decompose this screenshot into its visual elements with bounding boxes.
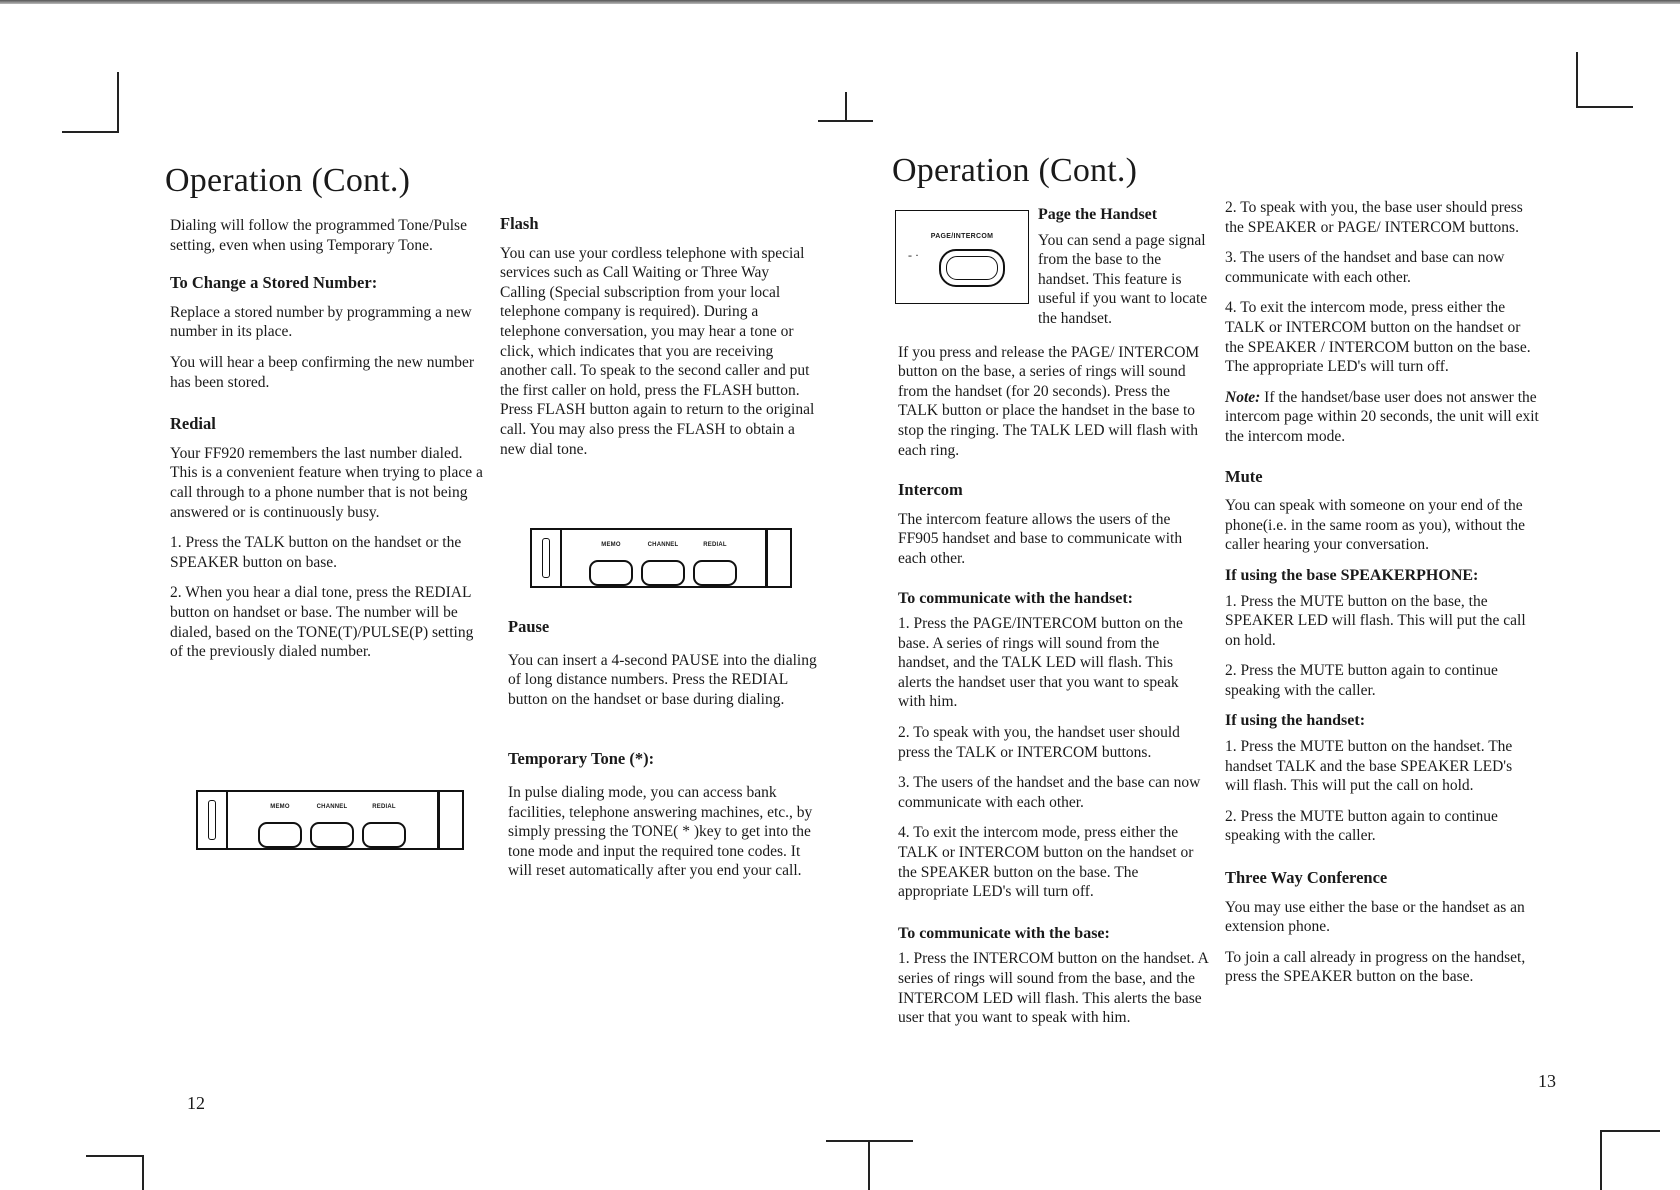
section-heading-redial: Redial	[170, 414, 216, 434]
page-title-right: Operation (Cont.)	[892, 152, 1138, 189]
panel-left-cap	[198, 792, 228, 848]
communicate-handset-step: 2. To speak with you, the handset user should press the TALK or INTERCOM buttons.	[898, 724, 1180, 761]
section-heading-change-stored: To Change a Stored Number:	[170, 273, 378, 293]
crop-mark	[142, 1155, 144, 1190]
flash-text: You can use your cordless telephone with special services such as Call Waiting or Three Way Calling (Special subscription from your local telephone company is required). During a telephone conversation, you may hear a tone or click, which indicates that you are receiving another call. To speak to the second caller and put the first caller on hold, press the FLASH button. Press FLASH button again to return to the original call. You may also press the FLASH to obtain a new dial tone.	[500, 244, 815, 458]
pause-text: You can insert a 4-second PAUSE into the dialing of long distance numbers. Press the REDIAL button on the handset or base during dialing.	[508, 651, 817, 708]
redial-button-drawing	[693, 560, 737, 586]
subheading-base-speakerphone: If using the base SPEAKERPHONE:	[1225, 566, 1479, 584]
section-heading-three-way: Three Way Conference	[1225, 868, 1388, 888]
redial-step: 2. When you hear a dial tone, press the REDIAL button on handset or base. The number will be dialed, based on the TONE(T)/PULSE(P) setting of the previously dialed number.	[170, 584, 474, 661]
right-column-2	[1225, 198, 1540, 998]
memo-label: MEMO	[270, 804, 290, 810]
right-column-1	[898, 205, 1208, 1039]
crop-mark	[1600, 1130, 1660, 1132]
change-stored-text: Replace a stored number by programming a new number in its place.	[170, 303, 472, 341]
left-column-2-lower	[508, 617, 818, 892]
channel-button-drawing	[310, 822, 354, 848]
communicate-handset-step: 4. To exit the intercom mode, press either the TALK or INTERCOM button on the handset or the SPEAKER button on the base. The appropriate LED's will turn off.	[898, 824, 1194, 901]
section-heading-flash: Flash	[500, 214, 539, 233]
redial-text: Your FF920 remembers the last number dialed. This is a convenient feature when trying to place a call through to a phone number that is not being answered or is continuously busy.	[170, 444, 483, 521]
intercom-note	[1225, 388, 1540, 447]
mute-base-step: 1. Press the MUTE button on the base, the SPEAKER LED will flash. This will put the call on hold.	[1225, 592, 1526, 649]
memo-label: MEMO	[601, 542, 621, 548]
section-heading-mute: Mute	[1225, 466, 1263, 486]
page-number-right: 13	[1538, 1071, 1556, 1091]
base-button-panel-illustration	[196, 790, 464, 850]
communicate-handset-step: 1. Press the PAGE/INTERCOM button on the base. A series of rings will sound from the handset, and the TALK LED will flash. This alerts the handset user that you want to speak with him.	[898, 615, 1183, 711]
channel-label: CHANNEL	[316, 804, 348, 810]
crop-mark	[117, 72, 119, 132]
channel-button-drawing	[641, 560, 685, 586]
subheading-handset: If using the handset:	[1225, 712, 1366, 730]
communicate-handset-step: 3. The users of the handset and the base can now communicate with each other.	[898, 774, 1201, 811]
crop-mark	[845, 92, 847, 122]
redial-label: REDIAL	[372, 804, 396, 810]
section-heading-pause: Pause	[508, 617, 550, 636]
leader-mark: - ·	[908, 248, 919, 262]
left-column-2	[500, 214, 815, 470]
mute-handset-step: 2. Press the MUTE button again to continue speaking with the caller.	[1225, 807, 1498, 845]
base-button-panel-illustration	[530, 528, 792, 588]
left-column-1	[170, 216, 485, 673]
panel-right-cap	[765, 530, 782, 586]
crop-mark	[1576, 106, 1633, 108]
intercom-text: The intercom feature allows the users of the FF905 handset and base to communicate with each other.	[898, 510, 1183, 567]
page-intercom-label: PAGE/INTERCOM	[930, 233, 994, 240]
section-heading-communicate-base: To communicate with the base:	[898, 924, 1110, 942]
memo-button-drawing	[589, 560, 633, 586]
crop-mark	[62, 131, 119, 133]
page-handset-heading-text: Page the Handset	[1038, 206, 1158, 223]
section-heading-temporary-tone: Temporary Tone (*):	[508, 749, 655, 769]
redial-button-drawing	[362, 822, 406, 848]
change-stored-text: You will hear a beep confirming the new number has been stored.	[170, 353, 475, 391]
page-handset-text: If you press and release the PAGE/ INTERCOM button on the base, a series of rings will sound from the handset (for 20 seconds). Press the TALK button or place the handset in the base to stop the ringing. The TALK LED will flash with each ring.	[898, 343, 1200, 459]
scan-top-edge	[0, 0, 1680, 4]
note-label: Note:	[1225, 388, 1261, 406]
redial-step: 1. Press the TALK button on the handset or the SPEAKER button on base.	[170, 534, 462, 571]
mute-handset-step: 1. Press the MUTE button on the handset. The handset TALK and the base SPEAKER LED's will flash. This will put the call on hold.	[1225, 738, 1513, 795]
intro-text: Dialing will follow the programmed Tone/Pulse setting, even when using Temporary Tone.	[170, 217, 467, 254]
communicate-base-step: 4. To exit the intercom mode, press either the TALK or INTERCOM button on the handset or the SPEAKER / INTERCOM button on the base. The appropriate LED's will turn off.	[1225, 299, 1531, 376]
channel-label: CHANNEL	[647, 542, 679, 548]
crop-mark	[86, 1155, 143, 1157]
crop-mark	[818, 120, 873, 122]
page-handset-text: You can send a page signal from the base to the handset. This feature is useful if you want to locate the handset.	[1038, 231, 1208, 327]
note-text: If the handset/base user does not answer the intercom page within 20 seconds, the unit will exit the intercom mode.	[1225, 388, 1539, 445]
section-heading-page-handset	[1038, 205, 1208, 225]
panel-left-cap	[532, 530, 562, 586]
communicate-base-step: 3. The users of the handset and base can now communicate with each other.	[1225, 249, 1505, 286]
temporary-tone-text: In pulse dialing mode, you can access bank facilities, telephone answering machines, etc., by simply pressing the TONE( * )key to get into the tone mode and input the required tone codes. It will reset automatically after you end your call.	[508, 783, 813, 880]
communicate-base-step: 2. To speak with you, the base user should press the SPEAKER or PAGE/ INTERCOM buttons.	[1225, 199, 1523, 236]
section-heading-intercom: Intercom	[898, 480, 963, 500]
crop-mark	[1600, 1130, 1602, 1190]
redial-label: REDIAL	[703, 542, 727, 548]
crop-mark	[868, 1140, 870, 1190]
crop-mark	[1576, 52, 1578, 108]
three-way-text: You may use either the base or the handset as an extension phone.	[1225, 898, 1525, 936]
communicate-base-step: 1. Press the INTERCOM button on the handset. A series of rings will sound from the base, and the INTERCOM LED will flash. This alerts the base user that you want to speak with him.	[898, 950, 1208, 1027]
page-title-left: Operation (Cont.)	[165, 162, 411, 199]
mute-base-step: 2. Press the MUTE button again to continue speaking with the caller.	[1225, 662, 1498, 699]
section-heading-communicate-handset: To communicate with the handset:	[898, 589, 1133, 607]
mute-text: You can speak with someone on your end of the phone(i.e. in the same room as you), without the caller hearing your conversation.	[1225, 497, 1526, 554]
page-number-left: 12	[187, 1093, 205, 1113]
panel-right-cap	[437, 792, 454, 848]
memo-button-drawing	[258, 822, 302, 848]
three-way-text: To join a call already in progress on the handset, press the SPEAKER button on the base.	[1225, 948, 1526, 986]
